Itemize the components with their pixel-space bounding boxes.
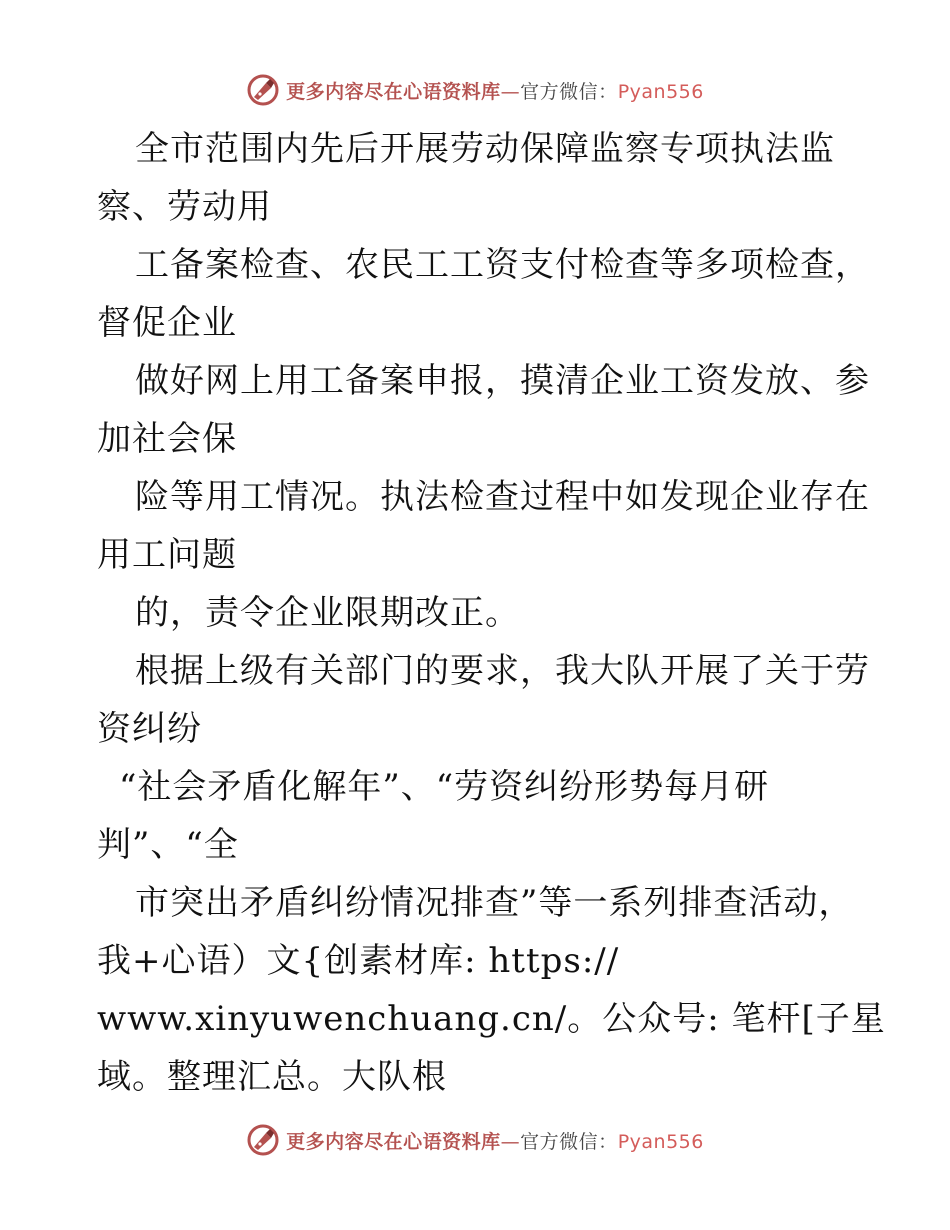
pen-nib-logo-icon xyxy=(246,1123,280,1157)
text-line: 督促企业 xyxy=(97,303,237,343)
text-line: www.xinyuwenchuang.cn/。公众号: 笔杆[子星 xyxy=(97,999,886,1039)
text-line: 察、劳动用 xyxy=(97,187,272,227)
banner-title: 更多内容尽在心语资料库 xyxy=(286,80,501,103)
document-body xyxy=(97,120,886,1106)
text-line: 的，责令企业限期改正。 xyxy=(135,593,520,633)
text-line: 资纠纷 xyxy=(97,709,202,749)
banner-wechat-label: 官方微信： xyxy=(520,80,618,103)
banner-wechat-id: Pyan556 xyxy=(617,80,704,103)
banner-dash: — xyxy=(500,80,521,103)
text-line: 工备案检查、农民工工资支付检查等多项检查， xyxy=(135,245,870,285)
banner-title: 更多内容尽在心语资料库 xyxy=(286,1130,501,1153)
text-line: “社会矛盾化解年”、“劳资纠纷形势每月研 xyxy=(119,767,770,807)
text-line: 判”、“全 xyxy=(97,825,239,865)
pen-nib-logo-icon xyxy=(246,73,280,107)
text-line: 加社会保 xyxy=(97,419,237,459)
text-line: 用工问题 xyxy=(97,535,237,575)
text-line: 险等用工情况。执法检查过程中如发现企业存在 xyxy=(135,477,870,517)
text-line: 全市范围内先后开展劳动保障监察专项执法监 xyxy=(135,129,835,169)
banner-dash: — xyxy=(500,1130,521,1153)
text-line: 根据上级有关部门的要求，我大队开展了关于劳 xyxy=(135,651,870,691)
footer-banner xyxy=(0,1120,950,1160)
header-banner xyxy=(0,70,950,110)
text-line: 我+心语）文{创素材库: https:// xyxy=(97,941,620,981)
banner-wechat-label: 官方微信： xyxy=(520,1130,618,1153)
text-line: 域。整理汇总。大队根 xyxy=(97,1057,447,1097)
banner-wechat-id: Pyan556 xyxy=(617,1130,704,1153)
text-line: 市突出矛盾纠纷情况排查”等一系列排查活动， xyxy=(135,883,854,923)
text-line: 做好网上用工备案申报，摸清企业工资发放、参 xyxy=(135,361,870,401)
